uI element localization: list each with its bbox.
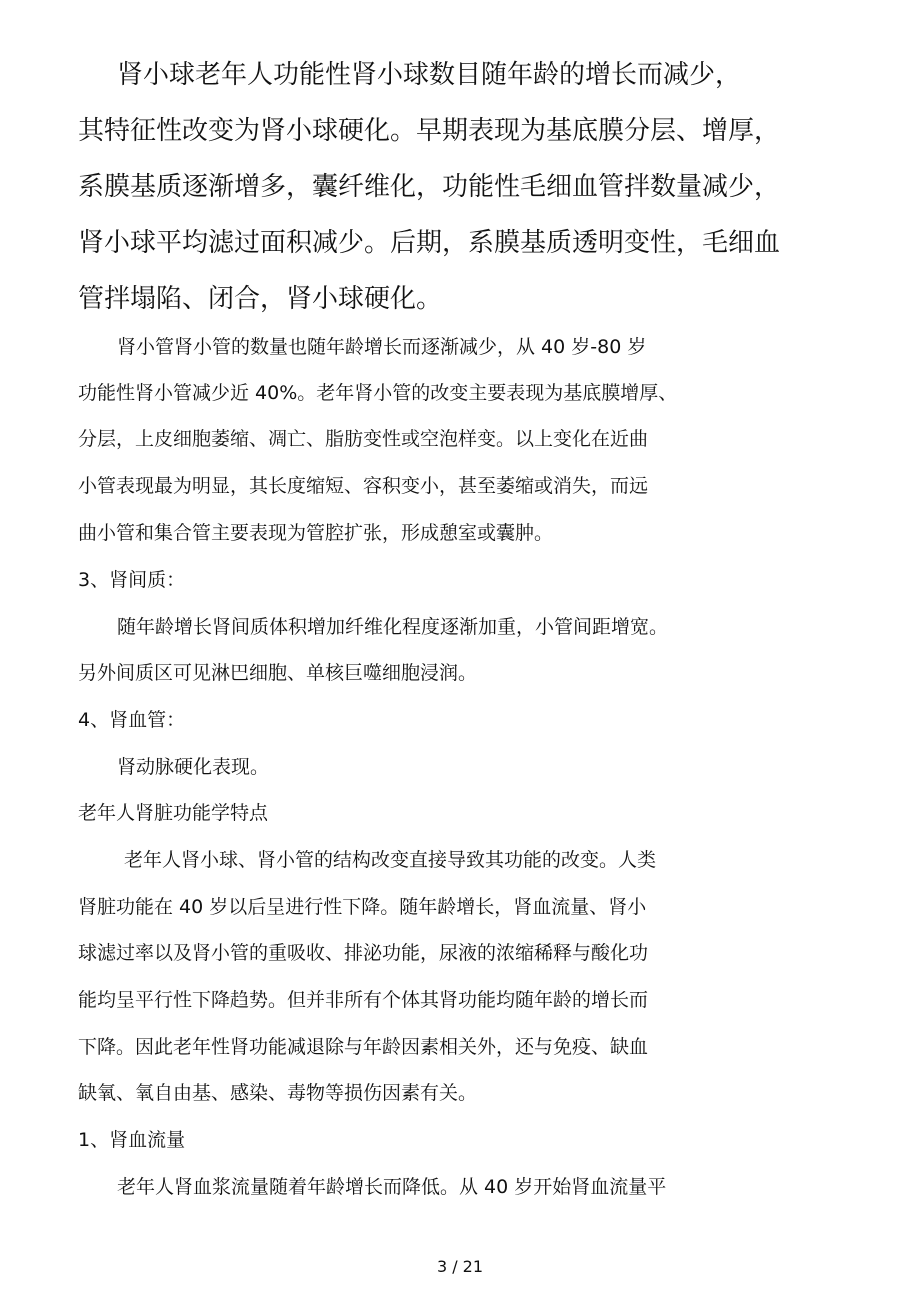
section-3-heading: 3、肾间质：: [78, 569, 186, 591]
paragraph-2-line-5: 曲小管和集合管主要表现为管腔扩张，形成憩室或囊肿。: [78, 522, 554, 544]
page-number: 3 / 21: [436, 1257, 484, 1276]
paragraph-2-line-4: 小管表现最为明显，其长度缩短、容积变小，甚至萎缩或消失，而远: [78, 475, 649, 497]
section-4-heading: 4、肾血管：: [78, 709, 186, 731]
paragraph-1-line-2: 其特征性改变为肾小球硬化。早期表现为基底膜分层、增厚，: [78, 116, 781, 146]
section-3-line-2: 另外间质区可见淋巴细胞、单核巨噬细胞浸润。: [78, 662, 478, 684]
function-section-title: 老年人肾脏功能学特点: [78, 802, 269, 824]
section-3-line-1: 随年龄增长肾间质体积增加纤维化程度逐渐加重，小管间距增宽。: [117, 616, 669, 638]
paragraph-3-line-2: 肾脏功能在 40 岁以后呈进行性下降。随年龄增长，肾血流量、肾小: [78, 896, 647, 918]
paragraph-2-line-1: 肾小管肾小管的数量也随年龄增长而逐渐减少，从 40 岁-80 岁: [117, 336, 647, 358]
paragraph-3-line-5: 下降。因此老年性肾功能减退除与年龄因素相关外，还与免疫、缺血: [78, 1036, 649, 1058]
paragraph-3-line-1: 老年人肾小球、肾小管的结构改变直接导致其功能的改变。人类: [124, 849, 657, 871]
paragraph-3-line-6: 缺氧、氧自由基、感染、毒物等损伤因素有关。: [78, 1082, 478, 1104]
paragraph-3-line-4: 能均呈平行性下降趋势。但并非所有个体其肾功能均随年龄的增长而: [78, 989, 649, 1011]
section-1-heading: 1、肾血流量: [78, 1129, 186, 1151]
paragraph-2-line-2: 功能性肾小管减少近 40%。老年肾小管的改变主要表现为基底膜增厚、: [78, 382, 678, 404]
paragraph-1-line-1: 肾小球老年人功能性肾小球数目随年龄的增长而减少，: [117, 60, 742, 90]
paragraph-1-line-3: 系膜基质逐渐增多，囊纤维化，功能性毛细血管拌数量减少，: [78, 172, 781, 202]
paragraph-1-line-4: 肾小球平均滤过面积减少。后期，系膜基质透明变性，毛细血: [78, 228, 781, 258]
paragraph-2-line-3: 分层，上皮细胞萎缩、凋亡、脂肪变性或空泡样变。以上变化在近曲: [78, 428, 649, 450]
paragraph-1-line-5: 管拌塌陷、闭合，肾小球硬化。: [78, 284, 443, 314]
section-4-line-1: 肾动脉硬化表现。: [117, 756, 270, 778]
paragraph-3-line-3: 球滤过率以及肾小管的重吸收、排泌功能，尿液的浓缩稀释与酸化功: [78, 942, 649, 964]
section-1-line-1: 老年人肾血浆流量随着年龄增长而降低。从 40 岁开始肾血流量平: [117, 1176, 667, 1198]
